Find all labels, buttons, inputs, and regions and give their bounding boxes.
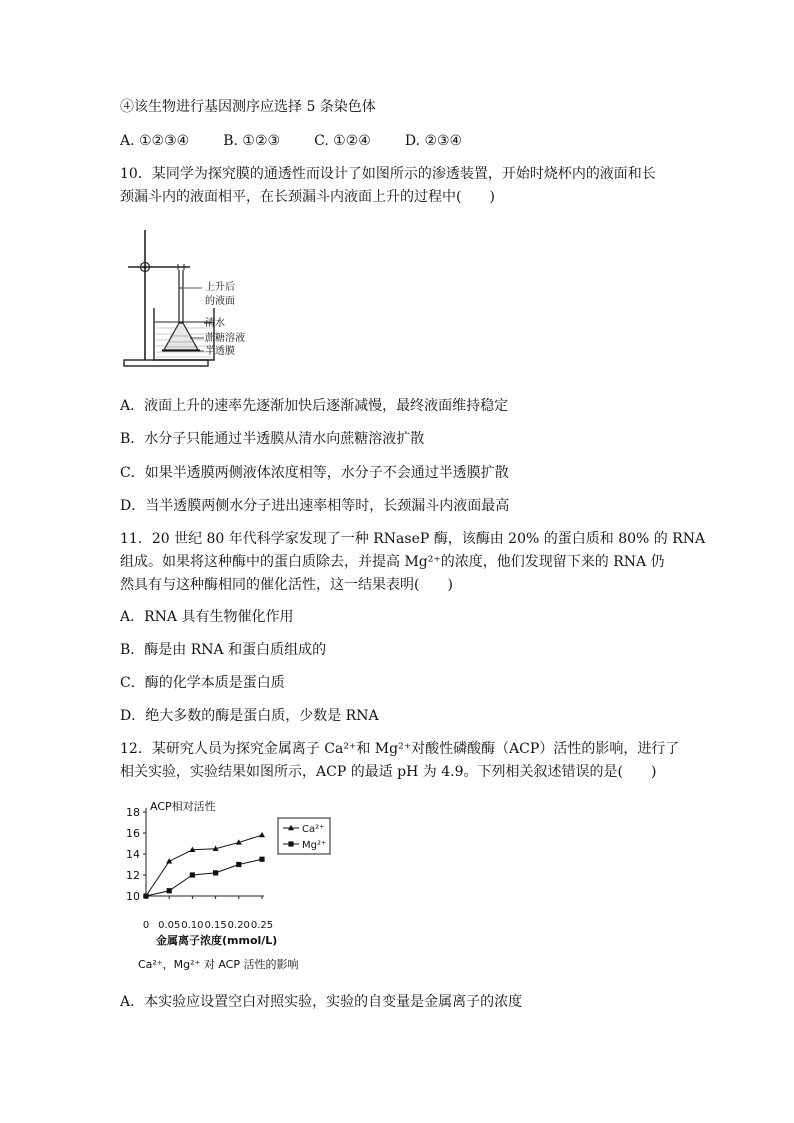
chart-caption: Ca²⁺，Mg²⁺ 对 ACP 活性的影响 [138, 958, 299, 971]
chart-y-axis-label: ACP相对活性 [150, 800, 216, 813]
acp-activity-chart [112, 796, 352, 976]
q12-stem-line-2: 相关实验，实验结果如图所示，ACP 的最适 pH 为 4.9。下列相关叙述错误的是( ) [120, 764, 657, 780]
q11-option-c[interactable]: C．酶的化学本质是蛋白质 [120, 675, 285, 691]
data-point-mg [259, 857, 264, 862]
q9-option-c[interactable]: C. ①②④ [314, 133, 371, 149]
q10-option-d[interactable]: D．当半透膜两侧水分子进出速率相等时，长颈漏斗内液面最高 [120, 498, 510, 514]
chart-legend [278, 818, 330, 854]
x-tick-label: 0.15 [204, 920, 227, 931]
osmosis-apparatus-figure [118, 226, 268, 371]
legend-label: Mg²⁺ [302, 840, 327, 851]
q10-stem-line-1: 10．某同学为探究膜的通透性而设计了如图所示的渗透装置，开始时烧杯内的液面和长 [120, 166, 656, 182]
q11-stem-line-1: 11．20 世纪 80 年代科学家发现了一种 RNaseP 酶，该酶由 20% 的蛋白质和 80% 的 RNA [120, 531, 706, 547]
label-risen-level-2: 的液面 [205, 296, 235, 307]
y-tick-label: 16 [126, 827, 140, 840]
data-point-mg [213, 870, 218, 875]
q11-stem-line-2: 组成。如果将这种酶中的蛋白质除去，并提高 Mg²⁺的浓度，他们发现留下来的 RNA 仍 [120, 554, 665, 570]
legend-marker [288, 841, 293, 846]
q9-option-b[interactable]: B. ①②③ [223, 133, 281, 149]
y-tick-label: 18 [126, 806, 140, 819]
label-sucrose-solution: 蔗糖溶液 [205, 333, 245, 344]
chart-x-axis-label: 金属离子浓度(mmol/L) [156, 934, 278, 947]
chart-series [143, 832, 265, 899]
q11-stem-line-3: 然具有与这种酶相同的催化活性，这一结果表明( ) [120, 577, 453, 593]
q11-option-b[interactable]: B．酶是由 RNA 和蛋白质组成的 [120, 642, 327, 658]
series-line-mg [146, 859, 262, 896]
stand-base [124, 360, 208, 366]
q10-option-a[interactable]: A．液面上升的速率先逐渐加快后逐渐减慢，最终液面维持稳定 [120, 398, 509, 414]
x-tick-label: 0 [142, 920, 150, 931]
q10-option-b[interactable]: B．水分子只能通过半透膜从清水向蔗糖溶液扩散 [120, 431, 425, 447]
data-point-ca [259, 832, 265, 837]
x-tick-label: 0.05 [158, 920, 181, 931]
chart-axes [146, 808, 264, 896]
series-line-ca [146, 835, 262, 896]
q9-option-a[interactable]: A. ①②③④ [120, 133, 190, 149]
q9-options [120, 130, 496, 152]
legend-label: Ca²⁺ [302, 824, 325, 835]
label-water: 清水 [205, 318, 225, 329]
q12-stem-line-1: 12．某研究人员为探究金属离子 Ca²⁺和 Mg²⁺对酸性磷酸酶（ACP）活性的影响，进行了 [120, 741, 680, 757]
y-tick-label: 14 [126, 848, 140, 861]
chart-ticks [126, 806, 273, 931]
data-point-mg [167, 888, 172, 893]
data-point-mg [143, 893, 148, 898]
label-risen-level-1: 上升后 [205, 282, 235, 293]
x-tick-label: 0.10 [181, 920, 204, 931]
label-membrane: 半透膜 [205, 346, 235, 357]
y-tick-label: 10 [126, 890, 140, 903]
q10-option-c[interactable]: C．如果半透膜两侧液体浓度相等，水分子不会通过半透膜扩散 [120, 465, 509, 481]
q11-option-d[interactable]: D．绝大多数的酶是蛋白质，少数是 RNA [120, 708, 379, 724]
q11-option-a[interactable]: A．RNA 具有生物催化作用 [120, 609, 294, 625]
q12-option-a[interactable]: A．本实验应设置空白对照实验，实验的自变量是金属离子的浓度 [120, 994, 523, 1010]
q10-stem-line-2: 颈漏斗内的液面相平，在长颈漏斗内液面上升的过程中( ) [120, 189, 495, 205]
x-tick-label: 0.20 [227, 920, 250, 931]
y-tick-label: 12 [126, 869, 140, 882]
funnel-bulb [164, 323, 198, 350]
q9-statement-4: ④该生物进行基因测序应选择 5 条染色体 [120, 99, 376, 115]
data-point-mg [190, 872, 195, 877]
x-tick-label: 0.25 [250, 920, 274, 931]
q9-option-d[interactable]: D. ②③④ [404, 133, 463, 149]
data-point-mg [236, 862, 241, 867]
